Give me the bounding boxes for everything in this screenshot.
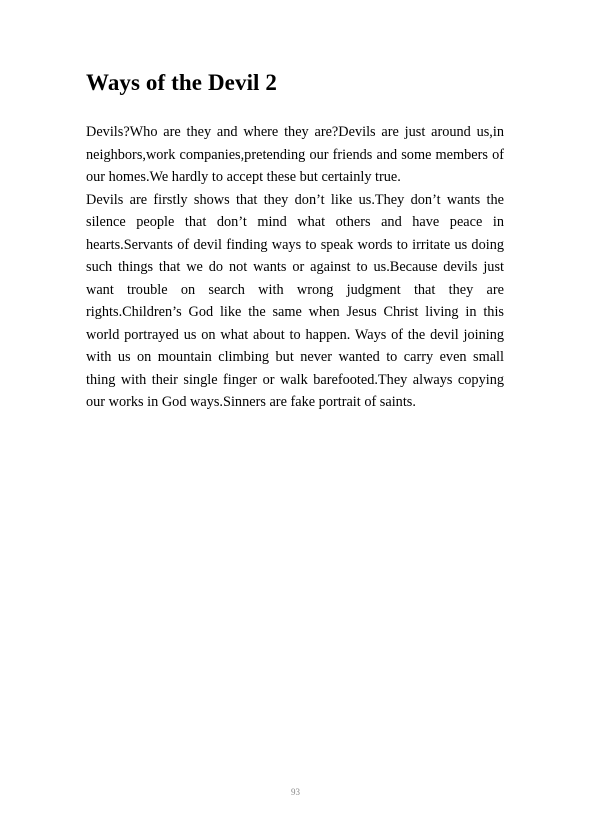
page-title: Ways of the Devil 2 [86,70,277,95]
paragraph: Devils are firstly shows that they don’t like us.They don’t wants the silence people that don’t mind what others and have peace in hearts.Servants of devil finding ways to speak words to irritate us doing such things that we do not wants or against to us.Because devils just want trouble on search with wrong judgment that they are rights.Children’s God like the same when Jesus Christ living in this world portrayed us on what about to happen. Ways of the devil joining with us on mountain climbing but never wanted to carry even small thing with their single finger or walk barefooted.They always copying our works in God ways.Sinners are fake portrait of saints. [86,191,504,410]
paragraph: Devils?Who are they and where they are?Devils are just around us,in neighbors,work companies,pretending our friends and some members of our homes.We hardly to accept these but certainly true. [86,124,504,185]
body-text [86,121,504,414]
page-number: 93 [291,787,300,797]
